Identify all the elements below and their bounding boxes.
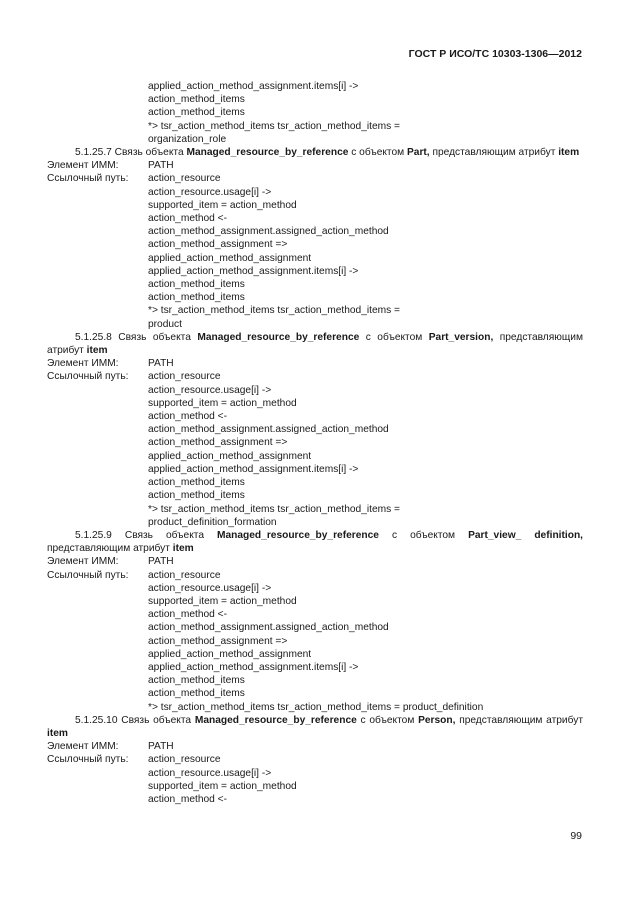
path-line: action_method_assignment =>: [148, 635, 288, 647]
path-line: product: [148, 318, 182, 330]
section-5-1-25-8: [47, 331, 583, 529]
element-row: Элемент ИММ: PATH: [47, 358, 174, 370]
document-header: ГОСТ Р ИСО/ТС 10303-1306—2012: [408, 48, 582, 60]
element-row: Элемент ИММ: PATH: [47, 160, 174, 172]
element-row: Элемент ИММ: PATH: [47, 556, 174, 568]
section-5-1-25-10: [47, 714, 583, 806]
path-line: *> tsr_action_method_items tsr_action_method_items =: [148, 503, 400, 515]
path-line: action_method_items: [148, 292, 245, 304]
path-line: applied_action_method_assignment.items[i] ->: [148, 81, 359, 92]
element-row: Элемент ИММ: PATH: [47, 741, 174, 753]
path-line: *> tsr_action_method_items tsr_action_method_items = product_definition: [148, 701, 484, 713]
path-line: action_resource.usage[i] ->: [148, 767, 272, 779]
section-5-1-25-7: [47, 146, 583, 331]
section-5-1-25-9: [47, 529, 583, 714]
path-line: *> tsr_action_method_items tsr_action_method_items =: [148, 120, 400, 132]
path-line: action_method_items: [148, 688, 245, 700]
path-line: action_method_assignment.assigned_action_method: [148, 622, 389, 634]
path-line: action_method <-: [148, 609, 228, 621]
path-line: action_method_assignment.assigned_action_method: [148, 226, 389, 238]
path-line: product_definition_formation: [148, 516, 277, 528]
path-line: action_method_assignment =>: [148, 239, 288, 251]
section-heading: 5.1.25.7 Связь объекта Managed_resource_by_reference с объектом Part, представляющим атрибут item: [75, 147, 580, 159]
path-row: Ссылочный путь: action_resource: [47, 569, 221, 581]
page-number: 99: [570, 830, 582, 842]
path-line: applied_action_method_assignment.items[i] ->: [148, 265, 359, 277]
path-line: action_resource.usage[i] ->: [148, 384, 272, 396]
path-line: organization_role: [148, 133, 227, 145]
path-line: applied_action_method_assignment.items[i] ->: [148, 661, 359, 673]
path-line: action_method_items: [148, 477, 245, 489]
path-line: applied_action_method_assignment: [148, 450, 312, 462]
path-line: supported_item = action_method: [148, 595, 297, 607]
path-line: supported_item = action_method: [148, 780, 297, 792]
path-line: applied_action_method_assignment: [148, 648, 312, 660]
path-line: action_method <-: [148, 411, 228, 423]
intro-path-block: [47, 80, 583, 146]
section-heading: 5.1.25.9 Связь объекта Managed_resource_by_reference с объектом Part_view_ definition, представляющим атрибут item: [47, 529, 583, 555]
path-line: applied_action_method_assignment.items[i] ->: [148, 463, 359, 475]
path-line: supported_item = action_method: [148, 199, 297, 211]
path-line: action_method <-: [148, 793, 228, 805]
path-line: *> tsr_action_method_items tsr_action_method_items =: [148, 305, 400, 317]
path-row: Ссылочный путь: action_resource: [47, 371, 221, 383]
path-row: Ссылочный путь: action_resource: [47, 173, 221, 185]
path-line: action_resource.usage[i] ->: [148, 582, 272, 594]
path-line: action_resource.usage[i] ->: [148, 186, 272, 198]
path-line: applied_action_method_assignment: [148, 252, 312, 264]
section-heading: 5.1.25.10 Связь объекта Managed_resource_by_reference с объектом Person, представляющим атрибут item: [47, 714, 583, 739]
document-body: [47, 80, 583, 806]
path-line: action_method_items: [148, 279, 245, 291]
path-line: action_method_assignment =>: [148, 437, 288, 449]
path-line: action_method <-: [148, 213, 228, 225]
path-line: supported_item = action_method: [148, 397, 297, 409]
path-line: action_method_items: [148, 490, 245, 502]
path-row: Ссылочный путь: action_resource: [47, 754, 221, 766]
path-line: action_method_assignment.assigned_action_method: [148, 424, 389, 436]
path-line: action_method_items: [148, 94, 245, 106]
section-heading: 5.1.25.8 Связь объекта Managed_resource_by_reference с объектом Part_version, представляющим атрибут item: [47, 331, 583, 357]
path-line: action_method_items: [148, 675, 245, 687]
path-line: action_method_items: [148, 107, 245, 119]
